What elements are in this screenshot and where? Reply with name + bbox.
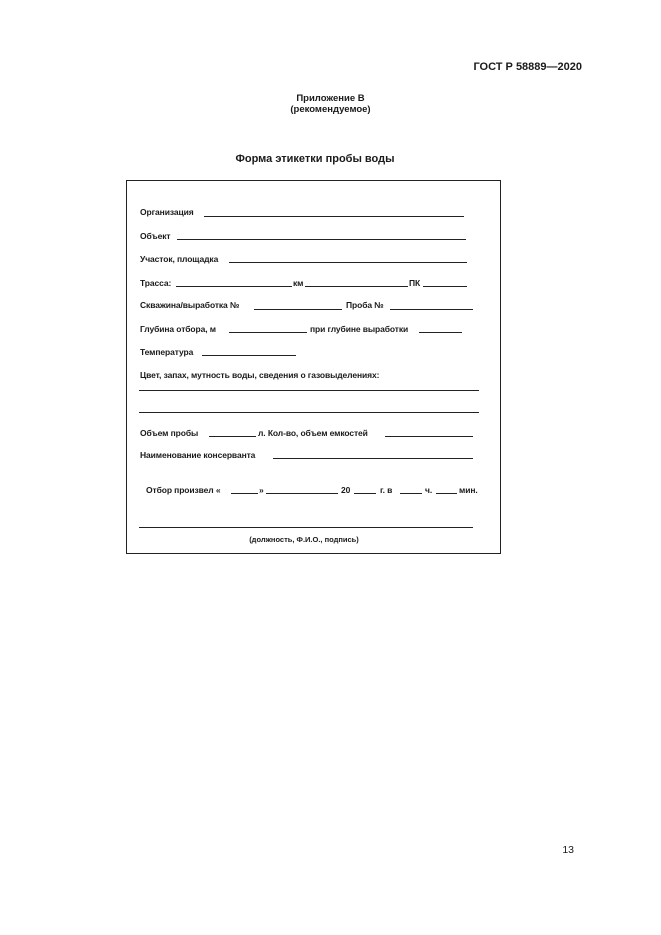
km-field[interactable] [305,286,408,287]
year-suffix: г. в [380,485,393,495]
year-prefix: 20 [341,485,351,495]
depth-working-field[interactable] [419,332,462,333]
organization-field[interactable] [204,216,464,217]
minute-field[interactable] [436,493,457,494]
hour-label: ч. [425,485,433,495]
preservative-field[interactable] [273,458,473,459]
properties-field-line-1[interactable] [139,390,479,391]
well-field[interactable] [254,309,342,310]
depth-field[interactable] [229,332,307,333]
year-field[interactable] [354,493,376,494]
properties-label: Цвет, запах, мутность воды, сведения о газовыделениях: [140,370,380,380]
hour-field[interactable] [400,493,422,494]
route-field[interactable] [176,286,292,287]
preservative-label: Наименование консерванта [140,450,256,460]
label-form-frame [126,180,501,554]
day-field[interactable] [231,493,258,494]
pk-field[interactable] [423,286,467,287]
site-field[interactable] [229,262,467,263]
sample-number-label: Проба № [346,300,384,310]
signature-caption: (должность, Ф.И.О., подпись) [249,535,359,544]
depth-working-label: при глубине выработки [310,324,409,334]
container-count-label: л. Кол-во, объем емкостей [258,428,368,438]
minute-label: мин. [459,485,478,495]
temperature-label: Температура [140,347,194,357]
container-count-field[interactable] [385,436,473,437]
sampled-by-label: Отбор произвел « [146,485,221,495]
form-title: Форма этикетки пробы воды [235,153,395,165]
quote-close: » [259,485,264,495]
month-field[interactable] [266,493,338,494]
standard-designation: ГОСТ Р 58889—2020 [473,61,582,73]
km-label: км [293,278,304,288]
signature-field[interactable] [139,527,473,528]
site-label: Участок, площадка [140,254,219,264]
sample-number-field[interactable] [390,309,473,310]
temperature-field[interactable] [202,355,296,356]
organization-label: Организация [140,207,194,217]
properties-field-line-2[interactable] [139,412,479,413]
appendix-title: Приложение В [296,93,365,104]
page-number: 13 [562,844,574,856]
appendix-note: (рекомендуемое) [290,104,371,115]
volume-label: Объем пробы [140,428,199,438]
route-label: Трасса: [140,278,172,288]
pk-label: ПК [409,278,421,288]
object-field[interactable] [177,239,466,240]
volume-field[interactable] [209,436,256,437]
depth-label: Глубина отбора, м [140,324,216,334]
object-label: Объект [140,231,171,241]
well-label: Скважина/выработка № [140,300,240,310]
